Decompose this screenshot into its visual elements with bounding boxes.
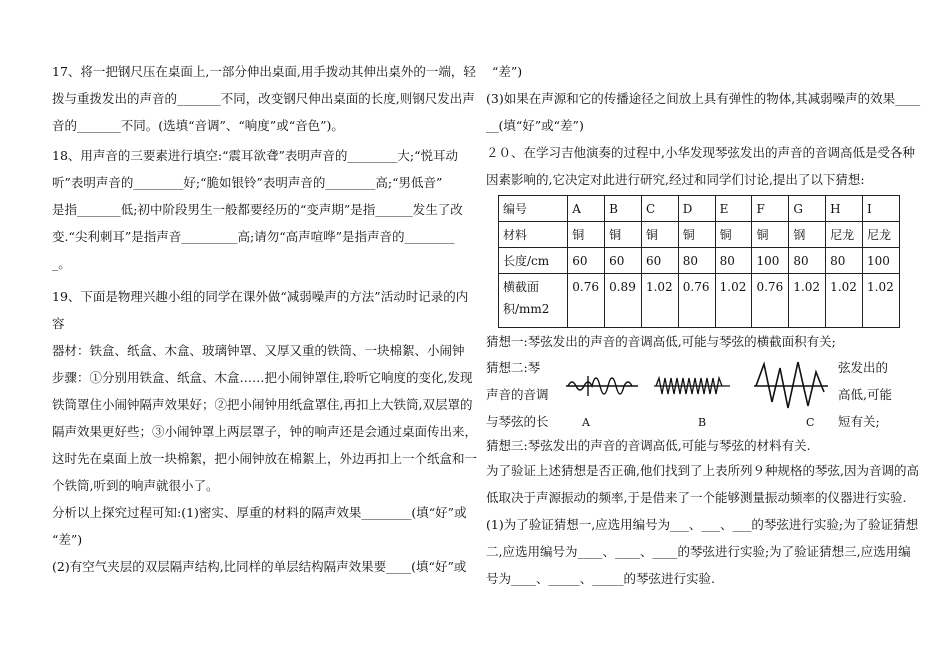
table-cell: 80 (715, 248, 752, 274)
text-line: 19、下面是物理兴趣小组的同学在课外做“减弱噪声的方法”活动时记录的内 (52, 289, 469, 304)
right-column (486, 58, 921, 592)
text-line: 18、用声音的三要素进行填空:“震耳欲聋”表明声音的________大;“悦耳动 (52, 148, 459, 163)
text-line: __(填“好”或“差”) (486, 118, 584, 133)
table-cell: 80 (789, 248, 826, 274)
table-cell: 1.02 (641, 274, 678, 328)
text-line: (1)为了验证猜想一,应选用编号为___、___、___的琴弦进行实验;为了验证猜想 (486, 517, 919, 532)
table-cell: 1.02 (789, 274, 826, 328)
table-cell: 编号 (499, 196, 568, 222)
text-line: 听”表明声音的________好;“脆如银铃”表明声音的________高;“男低音” (52, 175, 443, 190)
table-cell: 1.02 (826, 274, 863, 328)
table-cell: 长度/cm (499, 248, 568, 274)
table-cell: 0.89 (605, 274, 642, 328)
table-cell: 60 (605, 248, 642, 274)
text-line: (3)如果在声源和它的传播途径之间放上具有弹性的物体,其减弱噪声的效果____ (486, 91, 921, 106)
guess2-with-figure (486, 354, 900, 435)
table-cell: 材料 (499, 222, 568, 248)
text-line: 分析以上探究过程可知:(1)密实、厚重的材料的隔声效果________(填“好”或 (52, 505, 467, 520)
table-row (499, 222, 900, 248)
text-line: 因素影响的,它决定对此进行研究,经过和同学们讨论,提出了以下猜想: (486, 172, 865, 187)
table-cell: G (789, 196, 826, 222)
table-cell: 铜 (641, 222, 678, 248)
text-line: 容 (52, 316, 65, 331)
text-line: 号为____、_____、_____的琴弦进行实验. (486, 571, 715, 586)
table-cell: 100 (752, 248, 789, 274)
table-cell: 80 (826, 248, 863, 274)
text-line: 器材：铁盒、纸盒、木盒、玻璃钟罩、又厚又重的铁筒、一块棉絮、小闹钟 (52, 343, 465, 358)
table-cell: D (678, 196, 715, 222)
table-cell: 60 (568, 248, 605, 274)
text-line: “差”) (52, 532, 83, 547)
text-line: 变.“尖利刺耳”是指声音_________高;请勿“高声喧哗”是指声音的________ (52, 229, 455, 244)
cell-text: 积/mm2 (503, 302, 550, 316)
cell-text: 横截面 (503, 280, 540, 294)
table-cell: 铜 (715, 222, 752, 248)
table-row (499, 248, 900, 274)
text-line: 拨与重拨发出的声音的_______不同，改变钢尺伸出桌面的长度,则钢尺发出声 (52, 91, 475, 106)
question-17 (52, 58, 476, 139)
table-row (499, 196, 900, 222)
table-row (499, 274, 900, 328)
table-cell (499, 274, 568, 328)
text-line: 与琴弦的长 (486, 414, 549, 429)
table-cell: 80 (678, 248, 715, 274)
table-cell: 0.76 (752, 274, 789, 328)
waveform-c (754, 362, 828, 408)
text-line: 是指_______低;初中阶段男生一般都要经历的“变声期”是指______发生了改 (52, 202, 463, 217)
text-line: “差”) (492, 64, 523, 79)
waveform-label-b: B (698, 416, 707, 429)
table-cell: 0.76 (568, 274, 605, 328)
text-line: ２０、在学习吉他演奏的过程中,小华发现琴弦发出的声音的音调高低是受各种 (486, 145, 915, 160)
left-column (52, 58, 478, 580)
table-cell: 1.02 (715, 274, 752, 328)
text-line: 高低,可能 (838, 387, 892, 402)
text-line: (2)有空气夹层的双层隔声结构,比同样的单层结构隔声效果要____(填“好”或 (52, 559, 467, 574)
table-cell: 0.76 (678, 274, 715, 328)
table-cell: 铜 (568, 222, 605, 248)
text-line: 猜想一:琴弦发出的声音的音调高低,可能与琴弦的横截面积有关; (486, 334, 836, 349)
question-18 (52, 142, 463, 277)
table-cell: 铜 (752, 222, 789, 248)
question-19-continued (486, 58, 921, 139)
text-line: 低取决于声源振动的频率,于是借来了一个能够测量振动频率的仪器进行实验. (486, 490, 907, 505)
text-line: 短有关; (838, 414, 880, 429)
table-cell: F (752, 196, 789, 222)
text-line: 猜想二:琴 (486, 360, 541, 375)
table-cell: I (863, 196, 900, 222)
string-spec-table (498, 195, 900, 328)
table-cell: B (605, 196, 642, 222)
text-line: 隔声效果更好些；③小闹钟罩上两层罩子，钟的响声还是会通过桌面传出来， (52, 424, 478, 439)
waveform-figure (558, 356, 833, 434)
text-line: 音的_______不同。(选填“音调”、“响度”或“音色”)。 (52, 118, 344, 133)
text-line: _。 (52, 256, 71, 271)
text-line: 个铁筒,听到的响声就很小了。 (52, 478, 219, 493)
table-cell: 1.02 (863, 274, 900, 328)
text-line: 二,应选用编号为____、____、____的琴弦进行实验;为了验证猜想三,应选用编 (486, 544, 911, 559)
text-line: 步骤：①分别用铁盒、纸盒、木盒……把小闹钟罩住,聆听它响度的变化,发现 (52, 370, 473, 385)
text-line: 猜想三:琴弦发出的声音的音调高低,可能与琴弦的材料有关. (486, 438, 811, 453)
table-cell: E (715, 196, 752, 222)
text-line: 弦发出的 (838, 360, 889, 375)
table-cell: 60 (641, 248, 678, 274)
table-cell: A (568, 196, 605, 222)
text-line: 这时先在桌面上放一块棉絮，把小闹钟放在棉絮上，外边再扣上一个纸盒和一 (52, 451, 478, 466)
waveform-a (566, 376, 638, 396)
waveform-b (654, 378, 730, 394)
table-cell: H (826, 196, 863, 222)
table-cell: 尼龙 (826, 222, 863, 248)
text-line: 声音的音调 (486, 387, 549, 402)
table-cell: C (641, 196, 678, 222)
text-line: 为了验证上述猜想是否正确,他们找到了上表所列９种规格的琴弦,因为音调的高 (486, 463, 919, 478)
table-cell: 尼龙 (863, 222, 900, 248)
table-cell: 100 (863, 248, 900, 274)
table-cell: 铜 (678, 222, 715, 248)
text-line: 铁筒罩住小闹钟隔声效果好；②把小闹钟用纸盒罩住,再扣上大铁筒,双层罩的 (52, 397, 473, 412)
text-line: 17、将一把钢尺压在桌面上,一部分伸出桌面,用手拨动其伸出桌外的一端，轻 (52, 64, 476, 79)
waveform-label-c: C (806, 416, 815, 429)
table-cell: 铜 (605, 222, 642, 248)
table-cell: 钢 (789, 222, 826, 248)
question-19 (52, 283, 478, 580)
waveform-label-a: A (582, 416, 590, 429)
question-20 (486, 139, 919, 592)
